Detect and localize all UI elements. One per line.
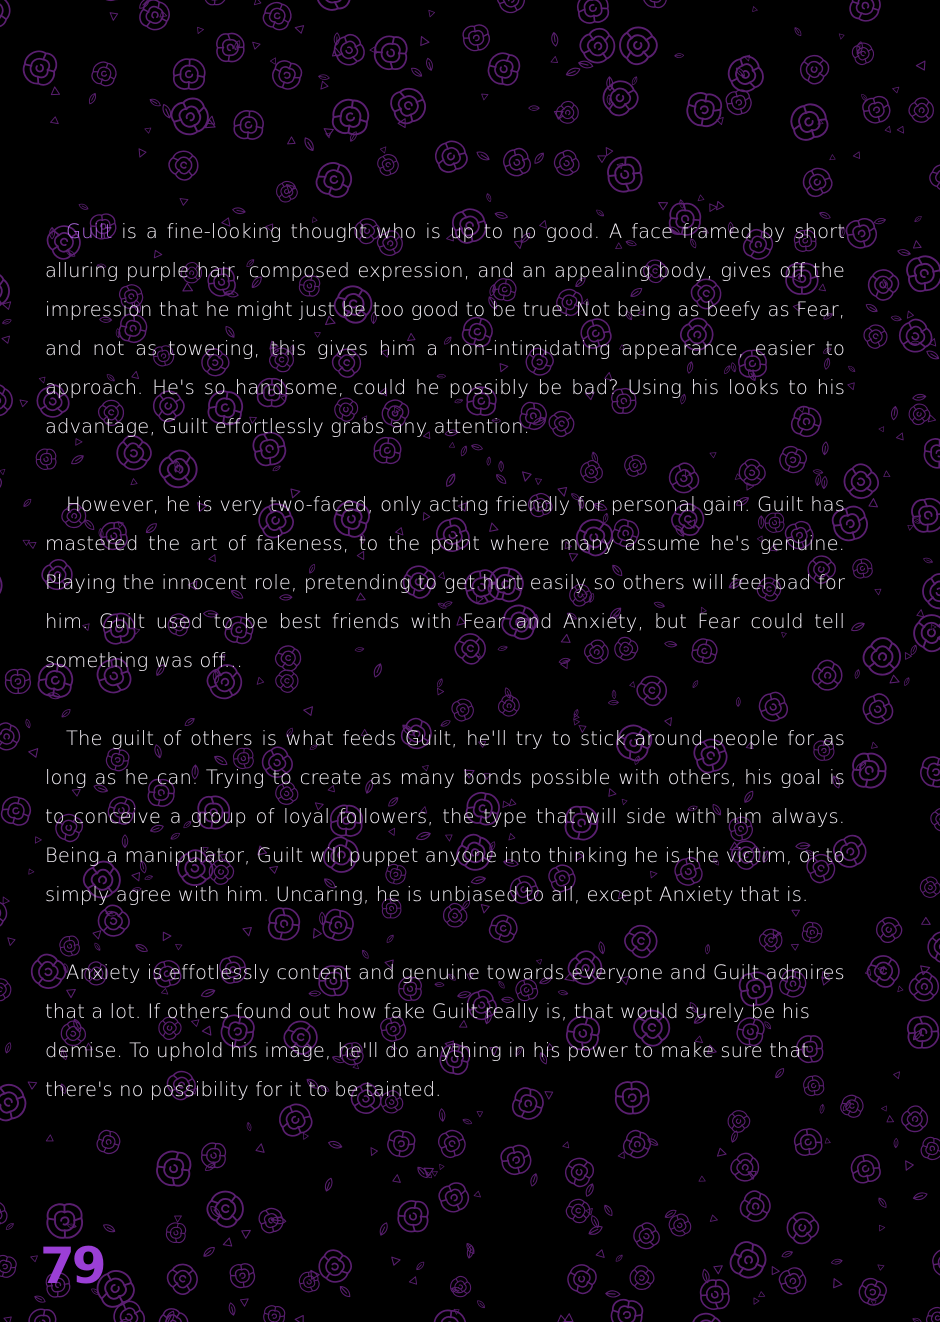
rose-decoration (0, 720, 24, 754)
petal-decoration (473, 1191, 482, 1200)
petal-decoration (223, 1238, 232, 1247)
petal-decoration (294, 23, 305, 34)
rose-decoration (501, 146, 533, 179)
petal-decoration (716, 1148, 727, 1159)
leaf-decoration (913, 1316, 922, 1322)
petal-decoration (550, 56, 558, 64)
leaf-decoration (874, 215, 885, 226)
rose-decoration (776, 1265, 809, 1297)
rose-decoration (873, 914, 905, 946)
rose-decoration (610, 1298, 645, 1322)
petal-decoration (828, 154, 835, 161)
petal-decoration (885, 125, 893, 133)
petal-decoration (419, 35, 429, 45)
leaf-decoration (849, 366, 855, 372)
rose-decoration (726, 1238, 770, 1283)
rose-decoration (0, 0, 14, 31)
paragraph-4: Anxiety is effotlessly content and genuine towards everyone and Guilt admires that a lot. If others found out how fake Guilt really is, that would surely be his demise. To uphold his image, he'll do anything in his power to make sure that there's no possibility for it to be tainted. (45, 961, 845, 1101)
leaf-decoration (866, 303, 877, 314)
leaf-decoration (606, 1287, 620, 1301)
leaf-decoration (412, 67, 422, 77)
rose-decoration (330, 31, 367, 69)
petal-decoration (135, 148, 146, 159)
leaf-decoration (924, 556, 933, 565)
petal-decoration (916, 59, 927, 70)
rose-decoration (685, 1308, 727, 1322)
leaf-decoration (79, 202, 88, 211)
rose-decoration (898, 1102, 932, 1136)
petal-decoration (18, 397, 28, 407)
petal-decoration (927, 415, 936, 424)
rose-decoration (796, 51, 833, 88)
leaf-decoration (794, 28, 802, 36)
rose-decoration (0, 338, 2, 367)
rose-decoration (926, 160, 940, 193)
petal-decoration (837, 33, 844, 40)
rose-decoration (630, 1220, 663, 1253)
rose-decoration (0, 268, 15, 313)
leaf-decoration (888, 406, 901, 419)
rose-decoration (436, 1180, 472, 1216)
rose-decoration (94, 0, 132, 2)
rose-decoration (387, 0, 429, 2)
rose-decoration (863, 951, 904, 991)
leaf-decoration (233, 41, 242, 50)
character-name-guilt: Guilt (66, 220, 113, 243)
paragraph-1-text: is a fine-looking thought who is up to no good. A face framed by short alluring purple hair, composed expression, and an appealing body, gives off the impression that he might just be too good to be true. Not being as beefy as Fear, and not as towering, this gives him a non-intimidating appearance, easier to approach. He's so handsome, could he possibly be bad? Using his looks to his advantage, Guilt effortlessly grabs any attention. (45, 220, 845, 438)
rose-decoration (858, 633, 906, 681)
leaf-decoration (204, 1247, 214, 1257)
petal-decoration (889, 675, 901, 687)
rose-decoration (907, 1016, 939, 1049)
leaf-decoration (548, 33, 562, 47)
petal-decoration (50, 117, 60, 127)
petal-decoration (848, 383, 855, 390)
petal-decoration (871, 742, 877, 748)
petal-decoration (892, 85, 900, 93)
story-text (45, 212, 845, 1148)
rose-decoration (906, 401, 933, 428)
rose-decoration (486, 51, 522, 88)
rose-decoration (924, 439, 940, 468)
petal-decoration (0, 468, 7, 475)
rose-decoration (499, 1143, 533, 1177)
petal-decoration (51, 87, 60, 96)
petal-decoration (380, 146, 388, 154)
rose-decoration (724, 52, 767, 96)
petal-decoration (393, 1174, 403, 1184)
petal-decoration (242, 1228, 252, 1238)
leaf-decoration (927, 349, 939, 361)
petal-decoration (618, 1151, 625, 1158)
petal-decoration (108, 11, 118, 21)
rose-decoration (911, 497, 940, 533)
leaf-decoration (589, 1216, 601, 1228)
leaf-decoration (566, 65, 579, 78)
rose-decoration (375, 152, 401, 178)
rose-decoration (263, 1305, 286, 1322)
rose-decoration (852, 558, 874, 579)
petal-decoration (869, 498, 879, 508)
leaf-decoration (104, 1223, 115, 1234)
leaf-decoration (853, 670, 862, 679)
rose-decoration (155, 1150, 192, 1188)
rose-decoration (564, 1261, 600, 1297)
leaf-decoration (852, 621, 865, 634)
rose-decoration (0, 1254, 18, 1279)
petal-decoration (908, 524, 914, 530)
leaf-decoration (529, 103, 540, 114)
petal-decoration (197, 27, 204, 34)
rose-decoration (906, 94, 938, 126)
rose-decoration (260, 0, 294, 33)
leaf-decoration (903, 678, 911, 686)
rose-decoration (447, 1274, 473, 1300)
petal-decoration (865, 968, 873, 976)
petal-decoration (657, 198, 669, 210)
leaf-decoration (205, 1162, 215, 1172)
rose-decoration (928, 805, 940, 834)
petal-decoration (596, 152, 607, 163)
rose-decoration (494, 0, 528, 16)
leaf-decoration (589, 1224, 602, 1237)
rose-decoration (844, 216, 879, 250)
leaf-decoration (319, 72, 330, 83)
rose-decoration (167, 94, 213, 139)
leaf-decoration (831, 1256, 842, 1267)
petal-decoration (204, 120, 216, 132)
rose-decoration (331, 98, 370, 136)
leaf-decoration (24, 719, 33, 728)
petal-decoration (913, 240, 921, 248)
petal-decoration (595, 1250, 606, 1261)
leaf-decoration (322, 1178, 335, 1191)
rose-decoration (233, 110, 264, 140)
leaf-decoration (6, 1223, 13, 1230)
leaf-decoration (478, 1301, 485, 1308)
rose-decoration (859, 691, 896, 728)
rose-decoration (29, 1309, 56, 1322)
rose-decoration (614, 21, 662, 69)
rose-decoration (551, 148, 582, 179)
leaf-decoration (909, 645, 919, 655)
petal-decoration (770, 1265, 779, 1274)
leaf-decoration (584, 1184, 596, 1196)
rose-decoration (0, 794, 33, 827)
rose-decoration (217, 33, 244, 61)
petal-decoration (717, 116, 726, 125)
petal-decoration (1, 896, 9, 904)
rose-decoration (47, 1204, 82, 1238)
leaf-decoration (87, 93, 97, 103)
rose-decoration (462, 24, 492, 53)
petal-decoration (367, 1147, 377, 1157)
leaf-decoration (378, 1223, 390, 1235)
petal-decoration (409, 1277, 417, 1285)
leaf-decoration (416, 1262, 424, 1270)
leaf-decoration (303, 138, 316, 151)
petal-decoration (602, 147, 612, 157)
leaf-decoration (616, 1255, 622, 1261)
rose-decoration (163, 1259, 202, 1298)
rose-decoration (839, 460, 883, 504)
rose-decoration (229, 1263, 256, 1289)
leaf-decoration (665, 1208, 676, 1219)
petal-decoration (744, 55, 750, 61)
petal-decoration (482, 93, 489, 100)
petal-decoration (758, 1292, 766, 1300)
leaf-decoration (534, 153, 544, 163)
rose-decoration (666, 1212, 693, 1239)
petal-decoration (897, 126, 906, 135)
rose-decoration (856, 1276, 890, 1309)
petal-decoration (709, 1215, 718, 1224)
rose-decoration (166, 1222, 186, 1243)
petal-decoration (28, 869, 35, 876)
leaf-decoration (24, 499, 31, 506)
rose-decoration (173, 59, 205, 90)
rose-decoration (374, 36, 407, 70)
leaf-decoration (452, 1285, 463, 1296)
rose-decoration (607, 156, 643, 193)
petal-decoration (751, 1297, 759, 1305)
leaf-decoration (210, 1206, 220, 1216)
petal-decoration (295, 1316, 306, 1322)
rose-decoration (273, 178, 299, 204)
petal-decoration (426, 9, 434, 17)
rose-decoration (136, 0, 173, 34)
rose-decoration (642, 0, 669, 9)
leaf-decoration (423, 58, 435, 70)
leaf-decoration (782, 1249, 793, 1260)
rose-decoration (700, 1279, 730, 1310)
rose-decoration (90, 59, 119, 88)
leaf-decoration (630, 77, 638, 85)
rose-decoration (313, 159, 355, 201)
rose-decoration (433, 1309, 467, 1322)
rose-decoration (905, 254, 940, 294)
rose-decoration (799, 164, 835, 199)
leaf-decoration (603, 1205, 613, 1215)
rose-decoration (918, 755, 940, 790)
paragraph-3: The guilt of others is what feeds Guilt, he'll try to stick around people for as long as he can. Trying to create as many bonds possible with others, his goal is to conceive a group of loyal followers, the type that will side with him always. Being a manipulator, Guilt will puppet anyone into thinking he is the victim, or to simply agree with him. Uncaring, he is unbiased to all, except Anxiety that is. (45, 727, 845, 906)
rose-decoration (919, 1135, 940, 1162)
rose-decoration (626, 1262, 657, 1293)
petal-decoration (904, 651, 912, 659)
leaf-decoration (913, 391, 926, 404)
petal-decoration (286, 136, 295, 145)
leaf-decoration (878, 1198, 887, 1207)
petal-decoration (1, 334, 11, 344)
petal-decoration (832, 1277, 842, 1287)
petal-decoration (696, 194, 704, 202)
leaf-decoration (477, 150, 489, 162)
rose-decoration (917, 569, 940, 614)
leaf-decoration (150, 97, 160, 107)
rose-decoration (314, 1246, 356, 1287)
rose-decoration (398, 1201, 429, 1233)
petal-decoration (563, 1313, 573, 1322)
rose-decoration (0, 1200, 9, 1228)
rose-decoration (0, 1080, 30, 1124)
petal-decoration (887, 1115, 895, 1123)
petal-decoration (369, 46, 378, 55)
rose-decoration (787, 100, 831, 143)
rose-decoration (917, 874, 940, 900)
rose-decoration (432, 137, 470, 175)
rose-decoration (923, 927, 940, 967)
leaf-decoration (861, 94, 867, 100)
petal-decoration (698, 1176, 706, 1184)
petal-decoration (318, 80, 328, 90)
petal-decoration (853, 151, 860, 158)
leaf-decoration (528, 1174, 540, 1186)
rose-decoration (21, 48, 59, 87)
petal-decoration (34, 837, 42, 845)
rose-decoration (782, 1207, 823, 1248)
petal-decoration (895, 985, 903, 993)
petal-decoration (28, 746, 39, 757)
rose-decoration (724, 88, 754, 117)
rose-decoration (737, 1187, 775, 1225)
leaf-decoration (3, 1043, 13, 1053)
rose-decoration (553, 98, 582, 127)
petal-decoration (881, 1105, 887, 1111)
rose-decoration (847, 0, 883, 24)
rose-decoration (269, 58, 304, 92)
leaf-decoration (891, 313, 901, 323)
paragraph-2: However, he is very two-faced, only acting friendly for personal gain. Guilt has mastered the art of fakeness, to the point where many assume he's genuine. Playing the innocent role, pretending to get hurt easily so others will feel bad for him. Guilt used to be best friends with Fear and Anxiety, but Fear could tell something was off... (45, 493, 845, 672)
petal-decoration (874, 588, 881, 595)
leaf-decoration (891, 1138, 900, 1147)
petal-decoration (240, 1297, 250, 1307)
leaf-decoration (2, 317, 11, 326)
rose-decoration (5, 669, 31, 694)
petal-decoration (437, 1163, 444, 1170)
petal-decoration (27, 1078, 38, 1089)
petal-decoration (30, 1253, 39, 1262)
rose-decoration (576, 0, 609, 24)
petal-decoration (879, 1225, 885, 1231)
rose-decoration (165, 146, 203, 184)
petal-decoration (921, 917, 932, 928)
petal-decoration (896, 433, 903, 440)
leaf-decoration (675, 51, 684, 60)
petal-decoration (714, 1264, 725, 1275)
rose-decoration (387, 84, 429, 127)
rose-decoration (924, 1305, 940, 1322)
rose-decoration (850, 40, 877, 67)
rose-decoration (931, 1247, 940, 1277)
leaf-decoration (579, 57, 593, 71)
petal-decoration (22, 537, 31, 546)
rose-decoration (0, 975, 14, 1004)
rose-decoration (204, 0, 227, 6)
leaf-decoration (898, 246, 911, 259)
rose-decoration (908, 609, 940, 656)
rose-decoration (563, 1196, 593, 1226)
petal-decoration (144, 125, 152, 133)
petal-decoration (929, 338, 939, 348)
paragraph-1 (45, 212, 845, 446)
rose-decoration (849, 1153, 882, 1185)
petal-decoration (179, 195, 189, 205)
petal-decoration (4, 1317, 11, 1322)
leaf-decoration (603, 77, 617, 91)
petal-decoration (901, 1160, 913, 1172)
leaf-decoration (913, 1189, 927, 1203)
petal-decoration (390, 1254, 401, 1265)
petal-decoration (878, 425, 884, 431)
page-number: 79 (40, 1237, 104, 1295)
petal-decoration (251, 39, 261, 49)
petal-decoration (904, 310, 913, 319)
rose-decoration (202, 1186, 249, 1232)
leaf-decoration (340, 1287, 350, 1297)
rose-decoration (314, 0, 351, 12)
leaf-decoration (915, 216, 922, 223)
petal-decoration (884, 471, 891, 478)
petal-decoration (5, 937, 15, 947)
leaf-decoration (226, 1303, 238, 1315)
rose-decoration (0, 381, 17, 421)
rose-decoration (685, 91, 723, 128)
petal-decoration (894, 1070, 903, 1079)
rose-decoration (727, 1149, 763, 1185)
petal-decoration (175, 1214, 183, 1222)
petal-decoration (877, 1262, 885, 1270)
leaf-decoration (485, 194, 493, 202)
petal-decoration (322, 124, 334, 136)
petal-decoration (252, 0, 261, 6)
petal-decoration (752, 6, 757, 11)
rose-decoration (861, 321, 890, 351)
rose-decoration (109, 1297, 148, 1322)
rose-decoration (0, 561, 8, 608)
